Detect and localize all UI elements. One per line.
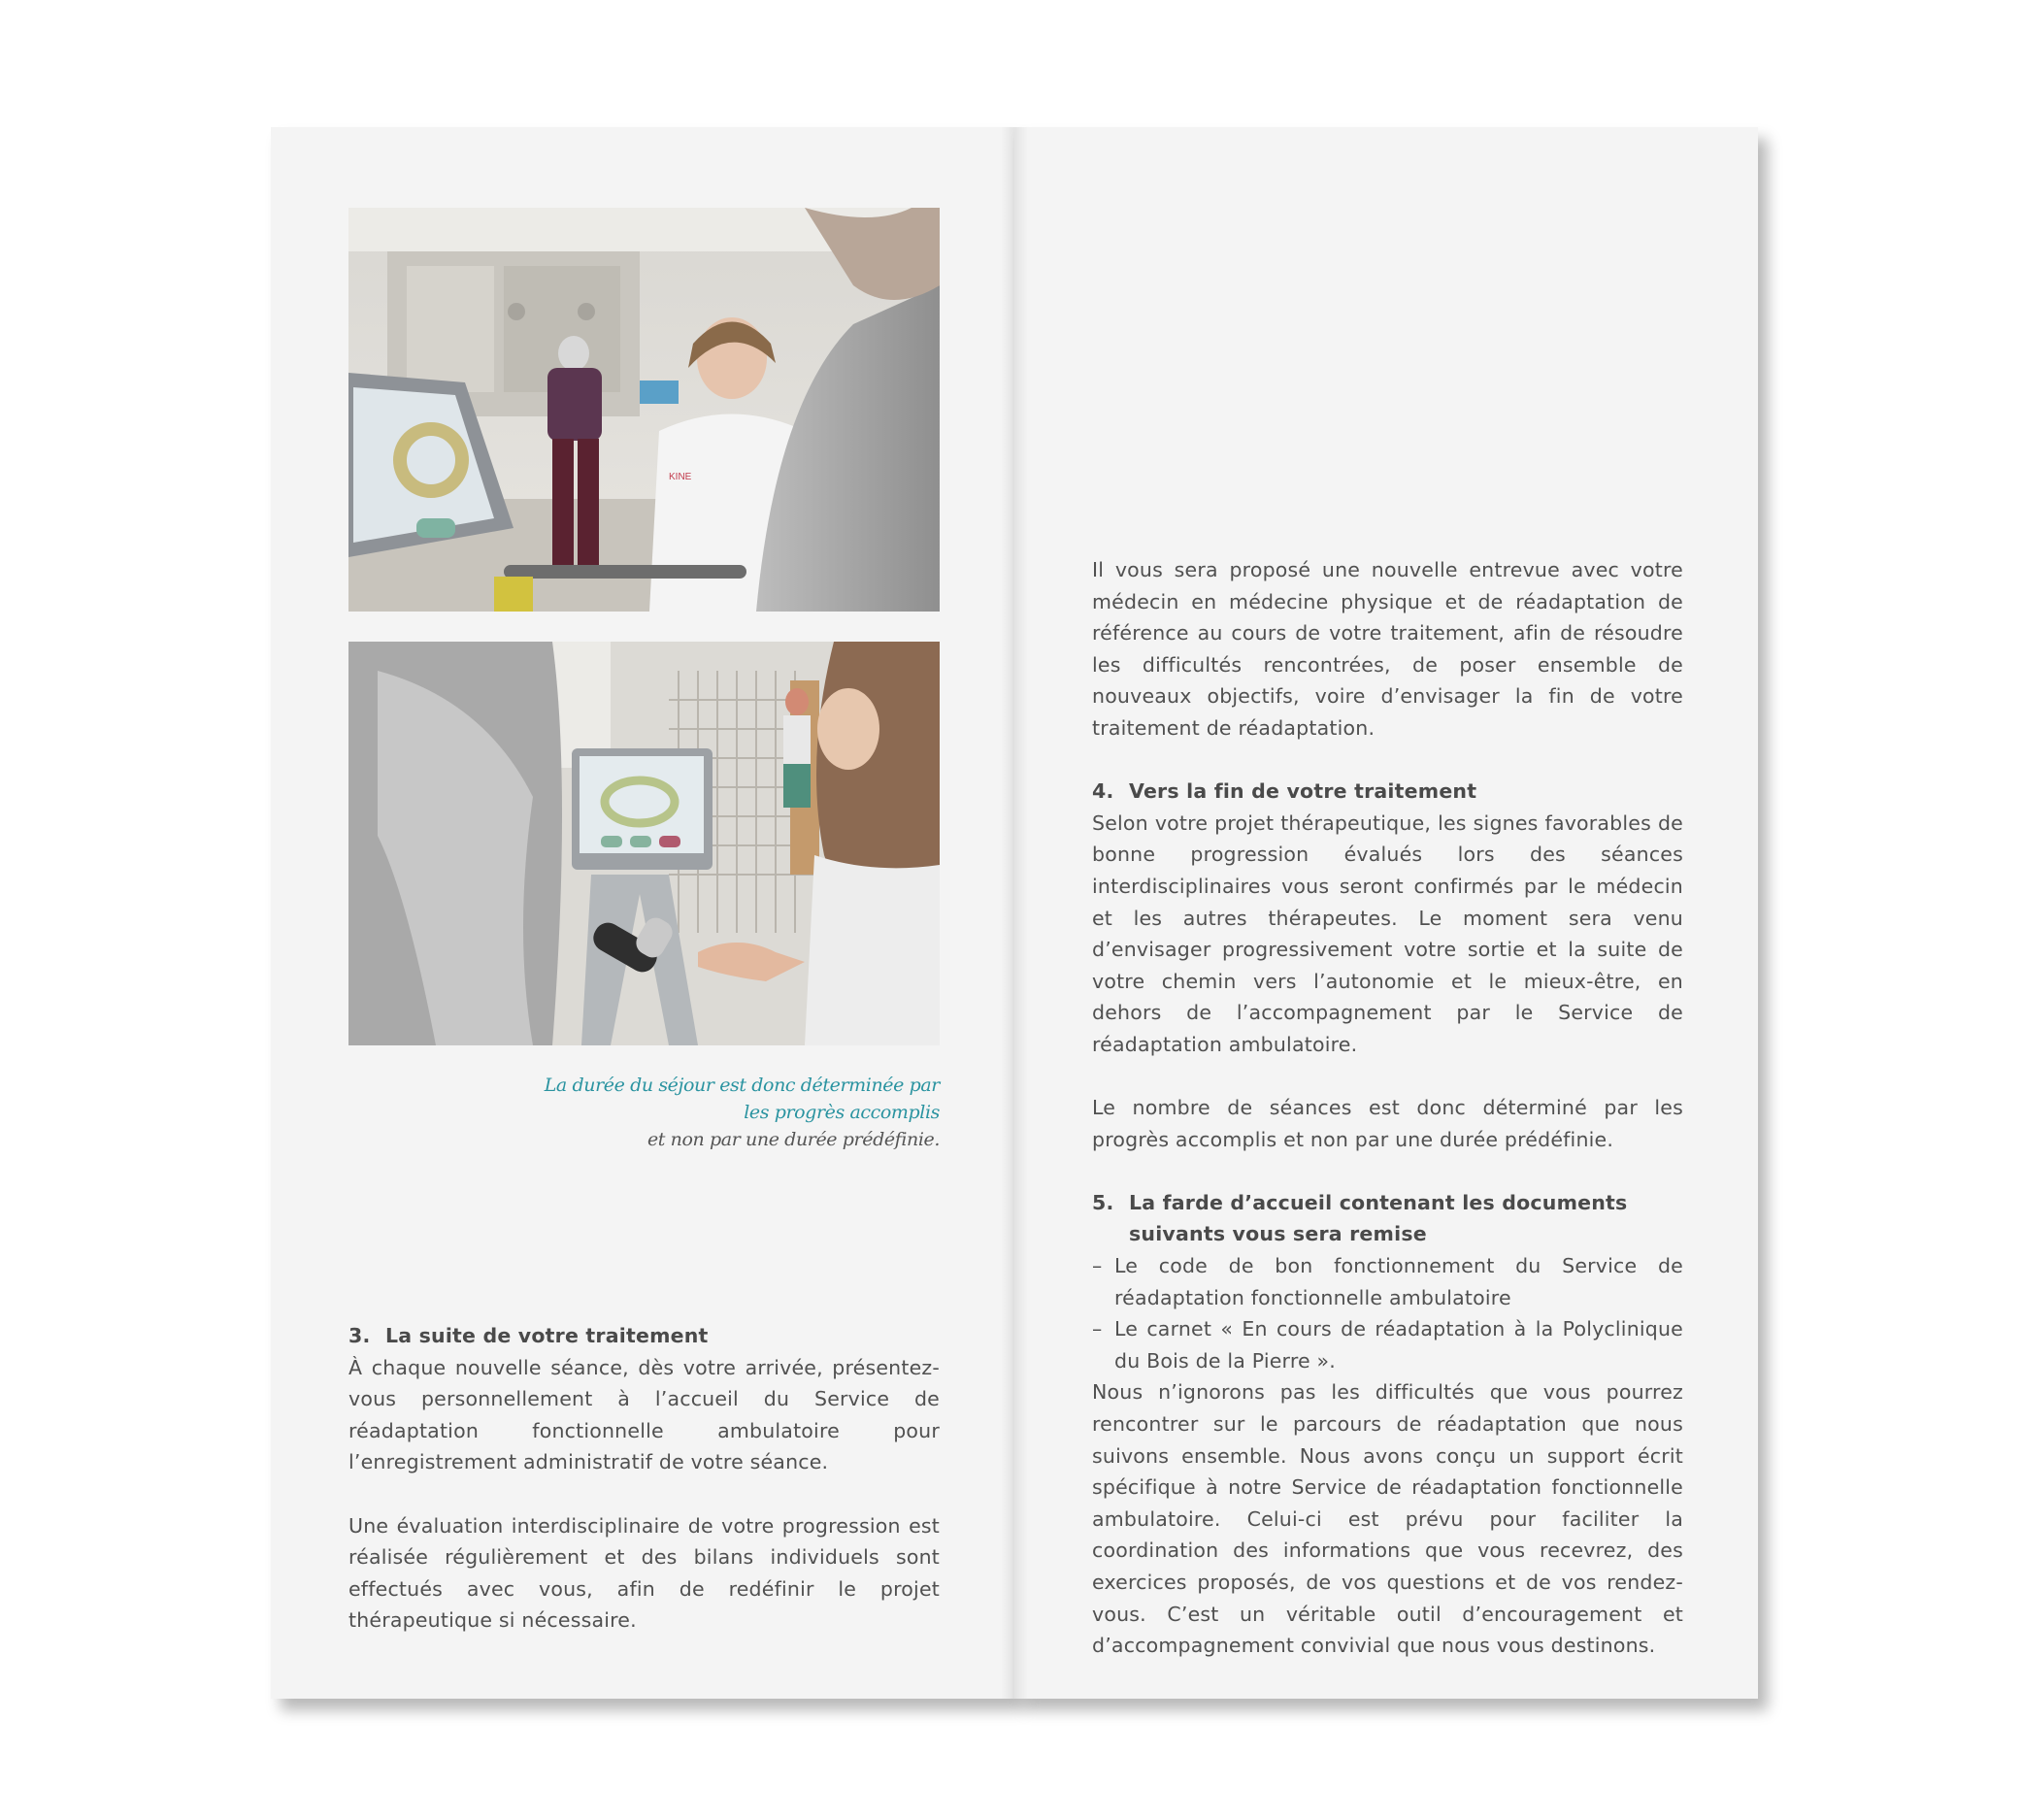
section-4-number: 4. [1092, 779, 1114, 804]
intro-paragraph: Il vous sera proposé une nouvelle entrevue avec votre médecin en médecine physique et de réadaptation de référence au cours de votre traitement, afin de résoudre les difficultés rencontrées, de poser ensemble de nouveaux objectifs, voire d’envisager la fin de votre traitement de réadaptation. [1092, 558, 1683, 740]
section-5-title: La farde d’accueil contenant les documents suivants vous sera remise [1129, 1190, 1628, 1246]
photo-1-illustration [348, 208, 940, 612]
section-5-heading [1092, 1187, 1683, 1250]
caption-line-1: La durée du séjour est donc déterminée par [544, 1075, 940, 1096]
dash-bullet: – [1092, 1254, 1103, 1278]
photo-caption [348, 1072, 940, 1153]
section-4-title: Vers la fin de votre traitement [1129, 779, 1477, 804]
section-3-title: La suite de votre traitement [385, 1324, 709, 1347]
right-text-column [1092, 554, 1683, 1662]
section-3-paragraph-1: À chaque nouvelle séance, dès votre arrivée, présentez-vous personnellement à l’accueil du Service de réadaptation fonctionnelle ambulatoire pour l’enregistrement administratif de votre séance. [348, 1355, 940, 1474]
section-3-number: 3. [348, 1324, 371, 1347]
photo-2-illustration [348, 642, 940, 1045]
right-page [1014, 127, 1758, 1699]
list-item-text: Le code de bon fonctionnement du Service de réadaptation fonctionnelle ambulatoire [1114, 1254, 1683, 1309]
section-3 [348, 1320, 940, 1637]
section-5-number: 5. [1092, 1190, 1114, 1214]
section-4-paragraph-1: Selon votre projet thérapeutique, les signes favorables de bonne progression évalués lors des séances interdisciplinaires vous seront confirmés par le médecin et les autres thérapeutes. Le moment sera venu d’envisager progressivement votre sortie et la suite de votre chemin vers l’autonomie et le mieux-être, en dehors de l’accompagnement par le Service de réadaptation ambulatoire. [1092, 811, 1683, 1056]
photo-uniform-label: KINE [669, 472, 692, 482]
section-5-paragraph: Nous n’ignorons pas les difficultés que vous pourrez rencontrer sur le parcours de réadaptation que nous suivons ensemble. Nous avons conçu un support écrit spécifique à notre Service de réadaptation fonctionnelle ambulatoire. Celui-ci est prévu pour faciliter la coordination des informations que vous recevrez, des exercices proposés, de vos questions et de vos rendez-vous. C’est un véritable outil d’encouragement et d’accompagnement convivial que nous vous destinons. [1092, 1380, 1683, 1658]
photo-patient-on-machine [348, 642, 940, 1045]
section-3-paragraph-2: Une évaluation interdisciplinaire de votre progression est réalisée régulièrement et des bilans individuels sont effectués avec vous, afin de redéfinir le projet thérapeutique si nécessaire. [348, 1513, 940, 1633]
list-item [1092, 1313, 1683, 1376]
list-item [1092, 1250, 1683, 1313]
list-item-text: Le carnet « En cours de réadaptation à la Polyclinique du Bois de la Pierre ». [1114, 1317, 1683, 1373]
section-4-heading [1092, 776, 1683, 808]
photo-therapist-and-patient [348, 208, 940, 612]
section-4-paragraph-2: Le nombre de séances est donc déterminé par les progrès accomplis et non par une durée prédéfinie. [1092, 1096, 1683, 1151]
section-3-heading [348, 1320, 940, 1352]
caption-line-3: et non par une durée prédéfinie. [646, 1129, 940, 1150]
left-page [271, 127, 1014, 1699]
dash-bullet: – [1092, 1317, 1103, 1341]
caption-line-2: les progrès accomplis [744, 1102, 940, 1123]
